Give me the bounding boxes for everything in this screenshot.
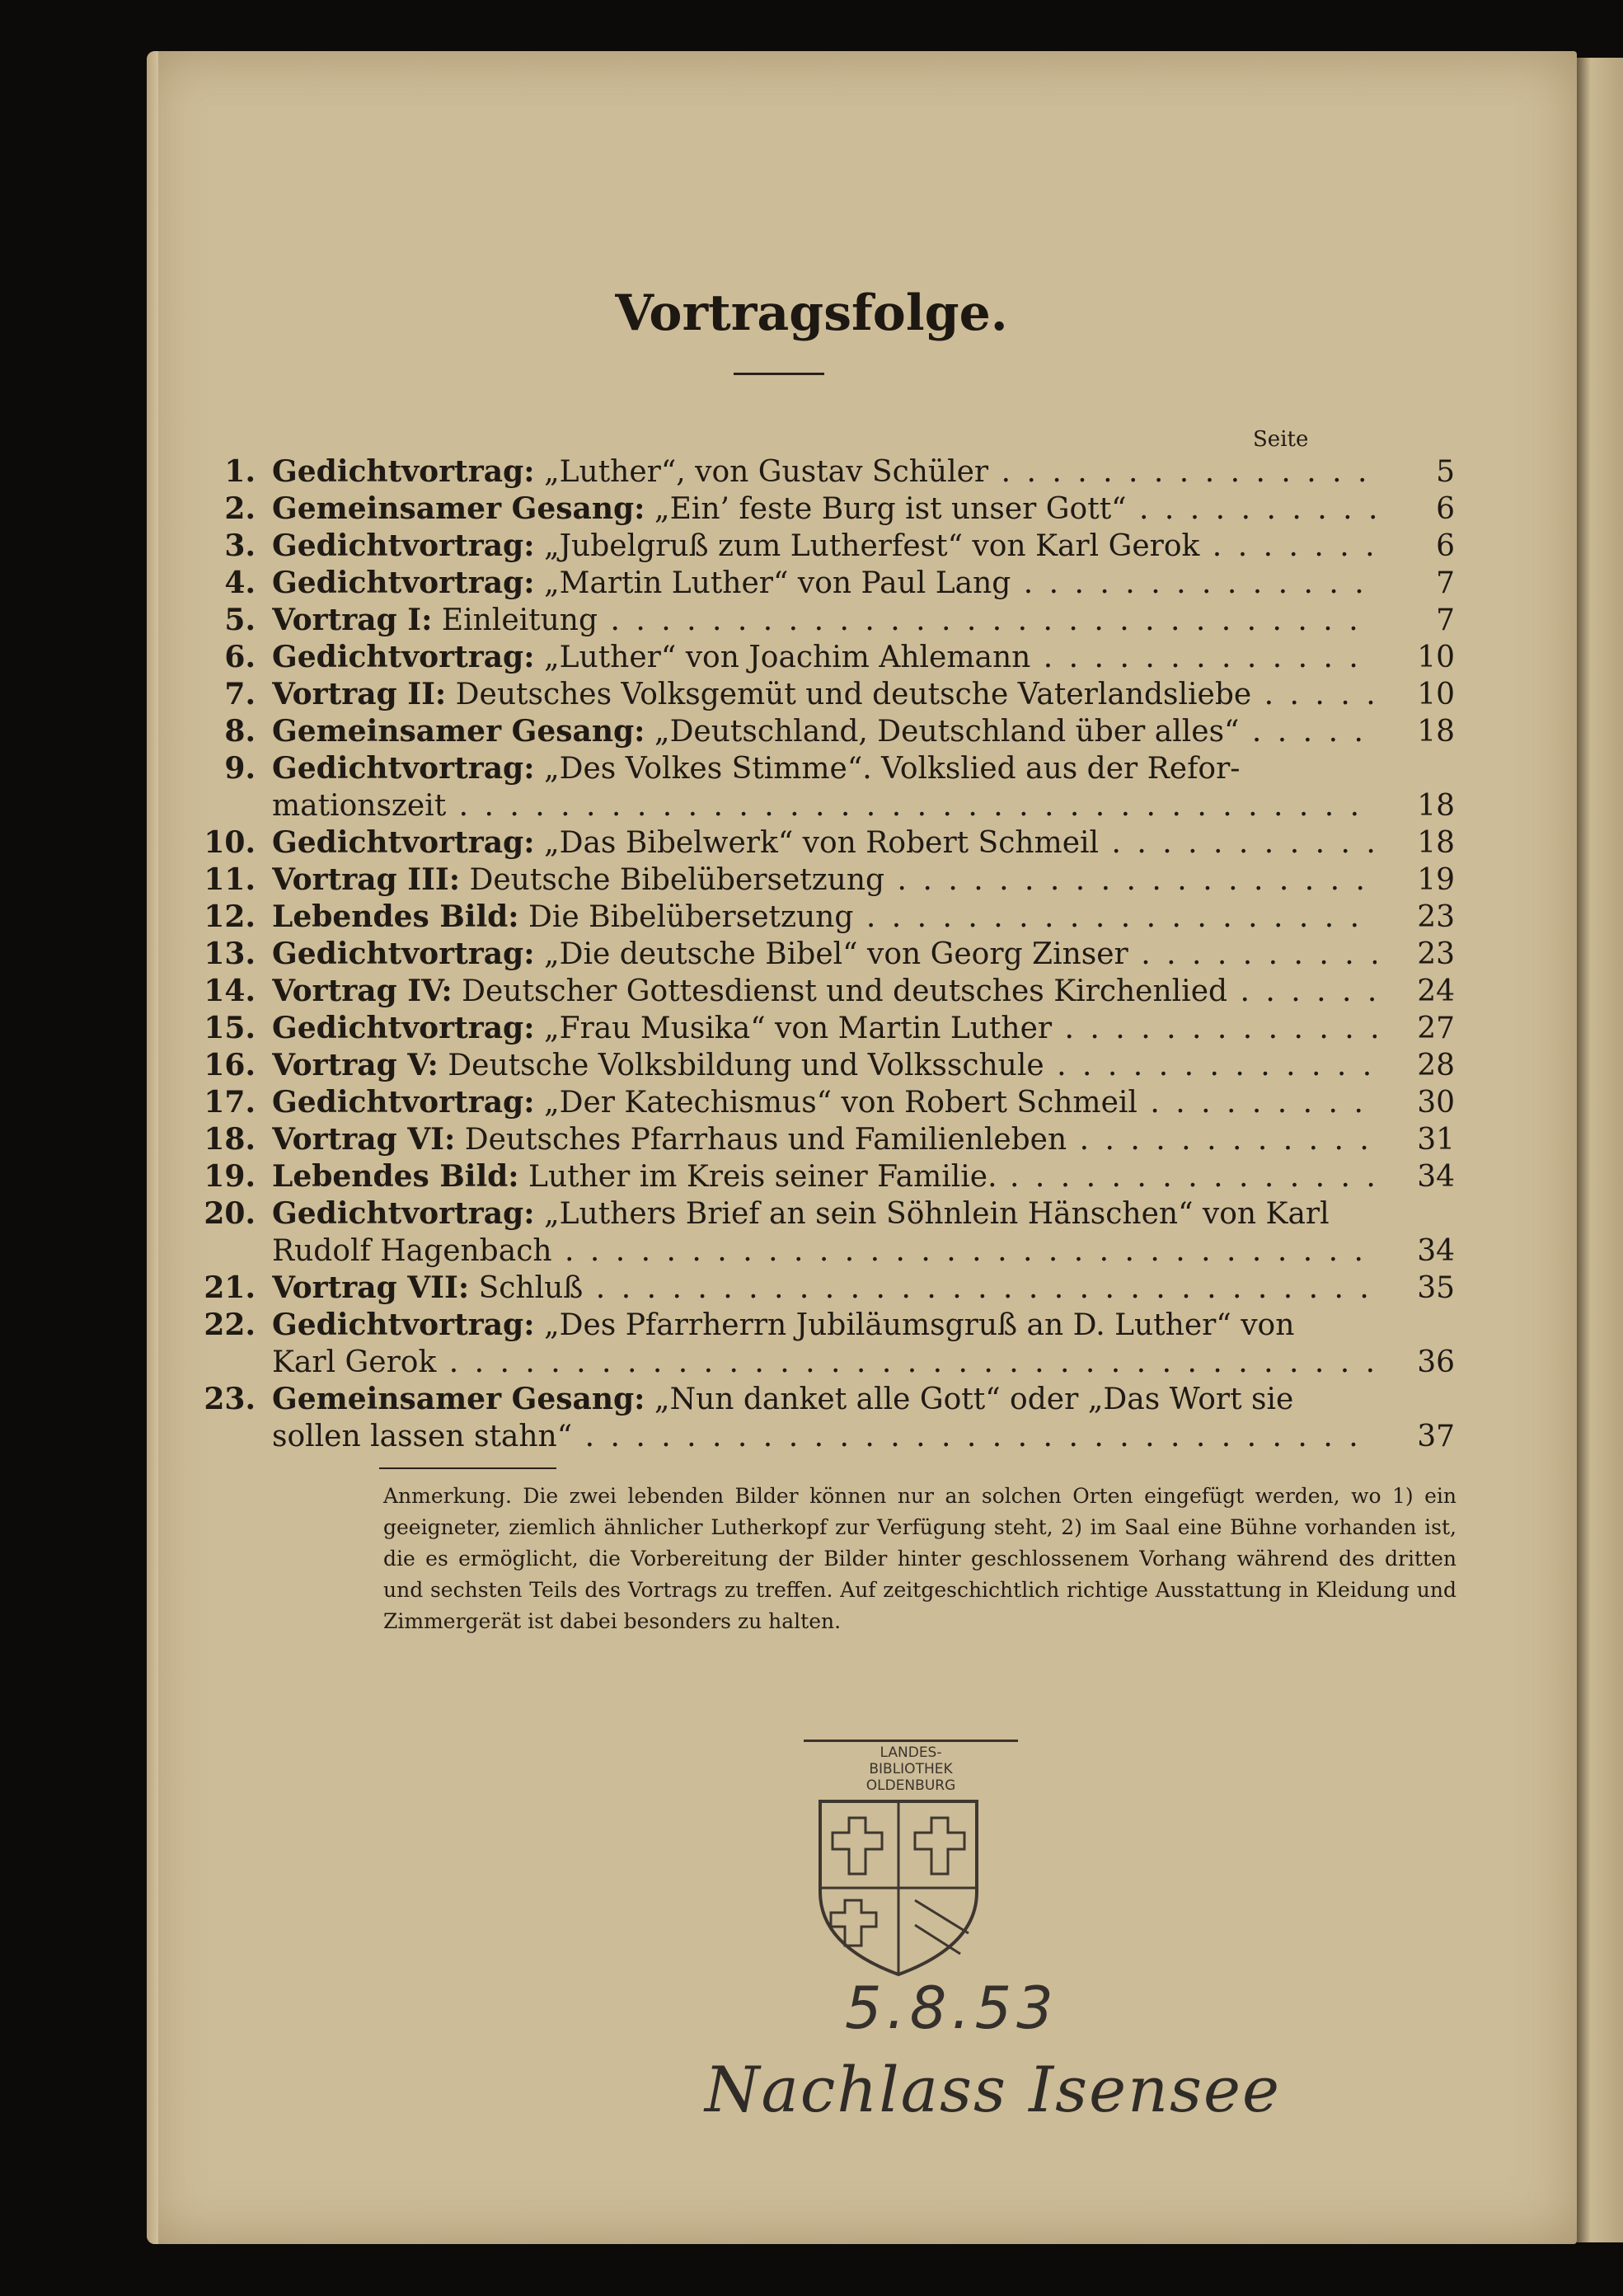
toc-entry — [204, 1381, 1455, 1455]
toc-entry-title: Deutsches Volksgemüt und deutsche Vaterlandsliebe . . . — [456, 678, 1377, 711]
toc-entry-number: 11. — [204, 862, 256, 897]
toc-entry-text — [272, 1381, 1377, 1455]
toc-entry-text — [272, 1195, 1377, 1270]
toc-entry-title: Deutsche Volksbildung und Volksschule . . . — [448, 1049, 1377, 1082]
toc-entry-label: Gedichtvortrag: — [272, 1085, 535, 1120]
toc-entry-number: 20. — [204, 1196, 256, 1231]
toc-entry — [224, 602, 1455, 639]
toc-entry — [204, 1270, 1455, 1307]
toc-entry-title: Deutsche Bibelübersetzung . . . — [470, 863, 1377, 897]
toc-entry-title: Deutscher Gottesdienst und deutsches Kirchenlied . . . — [462, 974, 1377, 1008]
toc-entry-text — [272, 1047, 1377, 1084]
toc-entry-title: Schluß . . . — [479, 1271, 1377, 1305]
toc-entry-number: 16. — [204, 1048, 256, 1082]
toc-entry-number: 1. — [224, 454, 256, 489]
toc-entry-number: 6. — [224, 640, 256, 674]
toc-entry-label: Vortrag III: — [272, 862, 461, 897]
toc-entry-title: Deutsches Pfarrhaus und Familienleben . . . — [465, 1123, 1377, 1157]
toc-entry-title-continued: sollen lassen stahn“ . . . — [272, 1420, 1377, 1453]
toc-entry-title-continued: Rudolf Hagenbach . . . — [272, 1234, 1377, 1268]
toc-entry-label: Gedichtvortrag: — [272, 1308, 535, 1342]
toc-entry-text — [272, 528, 1377, 565]
toc-entry — [224, 639, 1455, 676]
toc-entry-label: Gedichtvortrag: — [272, 937, 535, 971]
toc-entry-number: 2. — [224, 491, 256, 526]
page-binding-edge — [147, 51, 158, 2244]
toc-entry — [224, 750, 1455, 824]
toc-entry-number: 21. — [204, 1270, 256, 1305]
toc-entry-title: „Das Bibelwerk“ von Robert Schmeil . . . — [544, 826, 1377, 860]
toc-entry-page: 35 — [1417, 1271, 1455, 1305]
toc-entry — [204, 1047, 1455, 1084]
toc-entry — [224, 676, 1455, 713]
toc-entry — [224, 565, 1455, 602]
toc-entry-page: 6 — [1436, 492, 1455, 526]
toc-entry-page: 23 — [1417, 900, 1455, 934]
toc-entry — [204, 824, 1455, 862]
toc-entry — [204, 1195, 1455, 1270]
toc-entry-title: „Jubelgruß zum Lutherfest“ von Karl Gerok . . . — [544, 529, 1377, 563]
toc-entry-number: 15. — [204, 1011, 256, 1045]
toc-entry — [204, 1158, 1455, 1195]
toc-entry-label: Gedichtvortrag: — [272, 825, 535, 860]
toc-entry-title: „Die deutsche Bibel“ von Georg Zinser . . . — [544, 937, 1377, 971]
toc-entry-number: 4. — [224, 566, 256, 600]
toc-entry-label: Vortrag II: — [272, 677, 447, 711]
toc-entry-label: Vortrag I: — [272, 603, 433, 637]
toc-entry-page: 37 — [1417, 1420, 1455, 1453]
toc-entry-title: Die Bibelübersetzung . . . — [528, 900, 1377, 934]
toc-entry-text — [272, 1307, 1377, 1381]
toc-entry-text — [272, 602, 1377, 639]
toc-entry-page: 10 — [1417, 641, 1455, 674]
toc-entry-label: Lebendes Bild: — [272, 899, 519, 934]
toc-entry-page: 5 — [1436, 455, 1455, 489]
toc-entry-title: „Frau Musika“ von Martin Luther . . . — [544, 1012, 1377, 1045]
toc-entry-number: 3. — [224, 528, 256, 563]
toc-entry-text — [272, 1158, 1377, 1195]
toc-entry-label: Gedichtvortrag: — [272, 640, 535, 674]
toc-entry-page: 18 — [1417, 789, 1455, 823]
toc-entry-page: 18 — [1417, 826, 1455, 860]
toc-entry-number: 19. — [204, 1159, 256, 1194]
toc-entry-title: „Nun danket alle Gott“ oder „Das Wort sie — [654, 1383, 1294, 1416]
toc-entry-title: „Luther“, von Gustav Schüler . . . — [544, 455, 1377, 489]
toc-entry-page: 36 — [1417, 1345, 1455, 1379]
toc-entry-text — [272, 824, 1377, 862]
toc-entry — [204, 899, 1455, 936]
toc-entry — [204, 1010, 1455, 1047]
toc-entry-page: 7 — [1436, 603, 1455, 637]
toc-entry-text — [272, 1084, 1377, 1121]
toc-entry-page: 30 — [1417, 1086, 1455, 1120]
toc-entry-text — [272, 676, 1377, 713]
toc-entry-text — [272, 1010, 1377, 1047]
toc-entry-title-continued: mationszeit . . . — [272, 789, 1377, 823]
toc-entry-page: 28 — [1417, 1049, 1455, 1082]
toc-entry-text — [272, 491, 1377, 528]
toc-entry — [224, 528, 1455, 565]
toc-entry-label: Gemeinsamer Gesang: — [272, 1382, 645, 1416]
toc-entry-label: Gedichtvortrag: — [272, 1011, 535, 1045]
toc-entry — [204, 862, 1455, 899]
toc-entry-title: Einleitung . . . — [442, 603, 1377, 637]
toc-entry-number: 23. — [204, 1382, 256, 1416]
toc-entry-label: Gedichtvortrag: — [272, 528, 535, 563]
toc-entry-title: „Luther“ von Joachim Ahlemann . . . — [544, 641, 1377, 674]
toc-entry-text — [272, 565, 1377, 602]
toc-entry-text — [272, 973, 1377, 1010]
toc-entry-number: 10. — [204, 825, 256, 860]
toc-entry-page: 34 — [1417, 1160, 1455, 1194]
toc-entry-label: Vortrag VII: — [272, 1270, 470, 1305]
toc-entry-label: Gemeinsamer Gesang: — [272, 491, 645, 526]
toc-entry-label: Gedichtvortrag: — [272, 566, 535, 600]
toc-entry-label: Vortrag V: — [272, 1048, 439, 1082]
toc-entry-number: 9. — [224, 751, 256, 786]
title-divider — [734, 373, 824, 375]
toc-entry-label: Gedichtvortrag: — [272, 751, 535, 786]
toc-entry-text — [272, 862, 1377, 899]
toc-entry-label: Gedichtvortrag: — [272, 454, 535, 489]
toc-entry-text — [272, 936, 1377, 973]
toc-entry-page: 6 — [1436, 529, 1455, 563]
table-of-contents — [204, 453, 1455, 1455]
toc-entry-label: Vortrag IV: — [272, 974, 453, 1008]
stamp-text-1: LANDES- — [880, 1744, 942, 1761]
toc-entry-page: 18 — [1417, 715, 1455, 749]
toc-entry-title-continued: Karl Gerok . . . — [272, 1345, 1377, 1379]
adjacent-page-edge — [1577, 58, 1623, 2242]
toc-entry — [204, 936, 1455, 973]
stamp-text-2: BIBLIOTHEK — [869, 1761, 953, 1777]
toc-entry-title: „Luthers Brief an sein Söhnlein Hänschen“ von Karl — [543, 1197, 1330, 1231]
toc-entry-label: Lebendes Bild: — [272, 1159, 519, 1194]
toc-entry — [224, 453, 1455, 491]
toc-entry-title: „Des Volkes Stimme“. Volkslied aus der Refor- — [543, 752, 1241, 786]
handwritten-date: 5.8.53 — [845, 1974, 1058, 2042]
stamp-text-3: OLDENBURG — [865, 1777, 956, 1794]
toc-entry-number: 17. — [204, 1085, 256, 1120]
toc-entry-text — [272, 453, 1377, 491]
toc-entry-title: „Der Katechismus“ von Robert Schmeil . . . — [544, 1086, 1377, 1120]
page-title: Vortragsfolge. — [615, 284, 1008, 342]
toc-entry-page: 24 — [1417, 974, 1455, 1008]
toc-entry-text — [272, 713, 1377, 750]
toc-entry-number: 18. — [204, 1122, 256, 1157]
footnote: Anmerkung. Die zwei lebenden Bilder können nur an solchen Orten eingefügt werden, wo 1) ein geeigneter, ziemlich ähnlicher Lutherkopf zur Verfügung steht, 2) im Saal eine Bühne vorhanden ist, die es ermöglicht, die Vorbereitung der Bilder hinter geschlossenem Vorhang während des dritten und sechsten Teils des Vortrags zu treffen. Auf zeitgeschichtlich richtige Ausstattung in Kleidung und Zimmergerät ist dabei besonders zu halten. — [383, 1484, 1456, 1633]
toc-entry-page: 34 — [1417, 1234, 1455, 1268]
toc-entry-label: Gemeinsamer Gesang: — [272, 714, 645, 749]
toc-entry-text — [272, 750, 1377, 824]
toc-entry-label: Gedichtvortrag: — [272, 1196, 535, 1231]
footnote-divider — [379, 1467, 556, 1469]
toc-entry — [204, 1121, 1455, 1158]
toc-entry-number: 8. — [224, 714, 256, 749]
toc-entry — [204, 1307, 1455, 1381]
toc-entry-page: 19 — [1417, 863, 1455, 897]
toc-entry-page: 10 — [1417, 678, 1455, 711]
toc-entry-number: 14. — [204, 974, 256, 1008]
toc-entry-title: „Martin Luther“ von Paul Lang . . . — [544, 566, 1377, 600]
toc-entry-title: „Ein’ feste Burg ist unser Gott“ . . . — [654, 492, 1377, 526]
toc-entry-text — [272, 1270, 1377, 1307]
toc-entry-page: 27 — [1417, 1012, 1455, 1045]
toc-entry-label: Vortrag VI: — [272, 1122, 456, 1157]
toc-entry-number: 13. — [204, 937, 256, 971]
toc-entry-title: „Deutschland, Deutschland über alles“ . . . — [654, 715, 1377, 749]
toc-entry-number: 5. — [224, 603, 256, 637]
toc-entry-title: „Des Pfarrherrn Jubiläumsgruß an D. Luther“ von — [543, 1308, 1295, 1342]
stamp-top-line — [804, 1740, 1018, 1742]
handwritten-note: Nachlass Isensee — [705, 2053, 1282, 2126]
toc-entry-text — [272, 1121, 1377, 1158]
toc-entry-number: 22. — [204, 1308, 256, 1342]
page-column-header: Seite — [1253, 427, 1309, 452]
toc-entry-number: 7. — [224, 677, 256, 711]
library-stamp — [804, 1735, 1018, 1983]
toc-entry-text — [272, 639, 1377, 676]
toc-entry — [224, 713, 1455, 750]
toc-entry-page: 23 — [1417, 937, 1455, 971]
toc-entry — [204, 973, 1455, 1010]
toc-entry-page: 31 — [1417, 1123, 1455, 1157]
toc-entry-page: 7 — [1436, 566, 1455, 600]
toc-entry — [224, 491, 1455, 528]
toc-entry — [204, 1084, 1455, 1121]
toc-entry-text — [272, 899, 1377, 936]
toc-entry-title: Luther im Kreis seiner Familie. . . . — [528, 1160, 1377, 1194]
toc-entry-number: 12. — [204, 899, 256, 934]
